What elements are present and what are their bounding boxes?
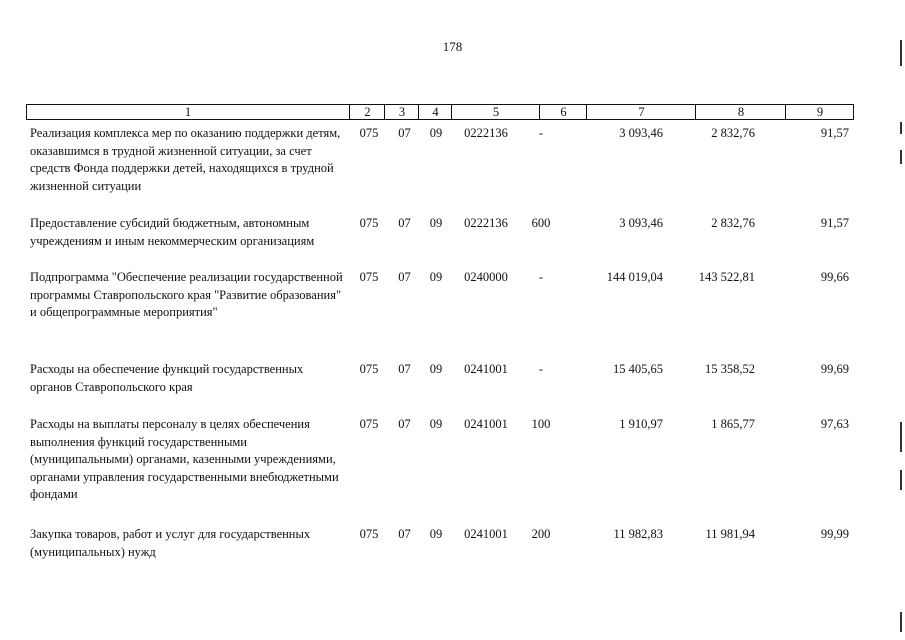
row-col-7: 3 093,46 <box>619 216 663 230</box>
row-description: Расходы на выплаты персоналу в целях обеспечения выполнения функций государственными (муниципальными) органами, казенными учреждениями, органами управления государственными внебюджетными фондами <box>30 417 339 501</box>
scan-edge-mark <box>900 40 902 66</box>
row-col-8: 143 522,81 <box>698 270 755 284</box>
row-col-5: 0222136 <box>464 126 508 140</box>
row-col-9: 91,57 <box>820 126 849 140</box>
row-col-9: 91,57 <box>820 216 849 230</box>
header-col-7: 7 <box>586 105 696 119</box>
row-col-3: 07 <box>398 362 411 376</box>
scan-edge-mark <box>900 470 902 490</box>
row-col-2: 075 <box>359 216 379 230</box>
row-col-5: 0240000 <box>464 270 508 284</box>
budget-table <box>26 104 854 559</box>
row-col-5: 0222136 <box>464 216 508 230</box>
row-col-5: 0241001 <box>464 527 508 541</box>
page-number: 178 <box>442 39 463 54</box>
row-col-2: 075 <box>359 126 379 140</box>
header-col-6: 6 <box>539 105 587 119</box>
row-col-4: 09 <box>429 126 443 140</box>
row-col-8: 1 865,77 <box>711 417 755 431</box>
scan-edge-mark <box>900 422 902 452</box>
table-header <box>26 104 854 120</box>
row-col-4: 09 <box>429 270 443 284</box>
row-col-6: - <box>538 126 544 140</box>
header-col-5: 5 <box>451 105 540 119</box>
row-description: Закупка товаров, работ и услуг для государственных (муниципальных) нужд <box>30 527 311 559</box>
row-col-8: 2 832,76 <box>711 126 755 140</box>
row-col-6: - <box>538 270 544 284</box>
header-col-2: 2 <box>349 105 385 119</box>
row-col-6: 100 <box>531 417 551 431</box>
row-col-7: 3 093,46 <box>619 126 663 140</box>
row-col-5: 0241001 <box>464 362 508 376</box>
header-col-1: 1 <box>184 105 192 119</box>
row-description: Предоставление субсидий бюджетным, автономным учреждениям и иным некоммерческим организациям <box>30 216 315 248</box>
row-col-9: 99,66 <box>820 270 849 284</box>
row-col-7: 15 405,65 <box>613 362 663 376</box>
row-col-6: 200 <box>531 527 551 541</box>
row-col-3: 07 <box>398 527 411 541</box>
row-col-2: 075 <box>359 527 379 541</box>
row-description: Реализация комплекса мер по оказанию поддержки детям, оказавшимся в трудной жизненной ситуации, за счет средств Фонда поддержки детей, находящихся в трудной жизненной ситуации <box>30 126 341 193</box>
row-description: Подпрограмма "Обеспечение реализации государственной программы Ставропольского края "Развитие образования" и общепрограммные мероприятия" <box>30 270 343 319</box>
header-col-4: 4 <box>418 105 452 119</box>
row-col-4: 09 <box>429 216 443 230</box>
scan-edge-mark <box>900 122 902 134</box>
row-col-4: 09 <box>429 362 443 376</box>
row-col-6: - <box>538 362 544 376</box>
row-col-2: 075 <box>359 417 379 431</box>
row-col-5: 0241001 <box>464 417 508 431</box>
row-col-9: 97,63 <box>820 417 849 431</box>
row-col-3: 07 <box>398 126 411 140</box>
row-col-2: 075 <box>359 270 379 284</box>
row-col-3: 07 <box>398 216 411 230</box>
header-col-9: 9 <box>785 105 854 119</box>
row-col-4: 09 <box>429 417 443 431</box>
row-col-7: 144 019,04 <box>606 270 663 284</box>
row-col-6: 600 <box>531 216 551 230</box>
row-col-7: 11 982,83 <box>613 527 663 541</box>
row-col-9: 99,69 <box>820 362 849 376</box>
row-col-4: 09 <box>429 527 443 541</box>
header-col-3: 3 <box>384 105 419 119</box>
row-col-2: 075 <box>359 362 379 376</box>
scan-edge-mark <box>900 150 902 164</box>
row-col-8: 11 981,94 <box>705 527 755 541</box>
row-col-8: 15 358,52 <box>705 362 755 376</box>
row-col-9: 99,99 <box>820 527 849 541</box>
row-col-3: 07 <box>398 417 411 431</box>
row-col-3: 07 <box>398 270 411 284</box>
scan-edge-mark <box>900 612 902 632</box>
header-col-8: 8 <box>695 105 786 119</box>
row-col-8: 2 832,76 <box>711 216 755 230</box>
row-col-7: 1 910,97 <box>619 417 663 431</box>
row-description: Расходы на обеспечение функций государственных органов Ставропольского края <box>30 362 304 394</box>
